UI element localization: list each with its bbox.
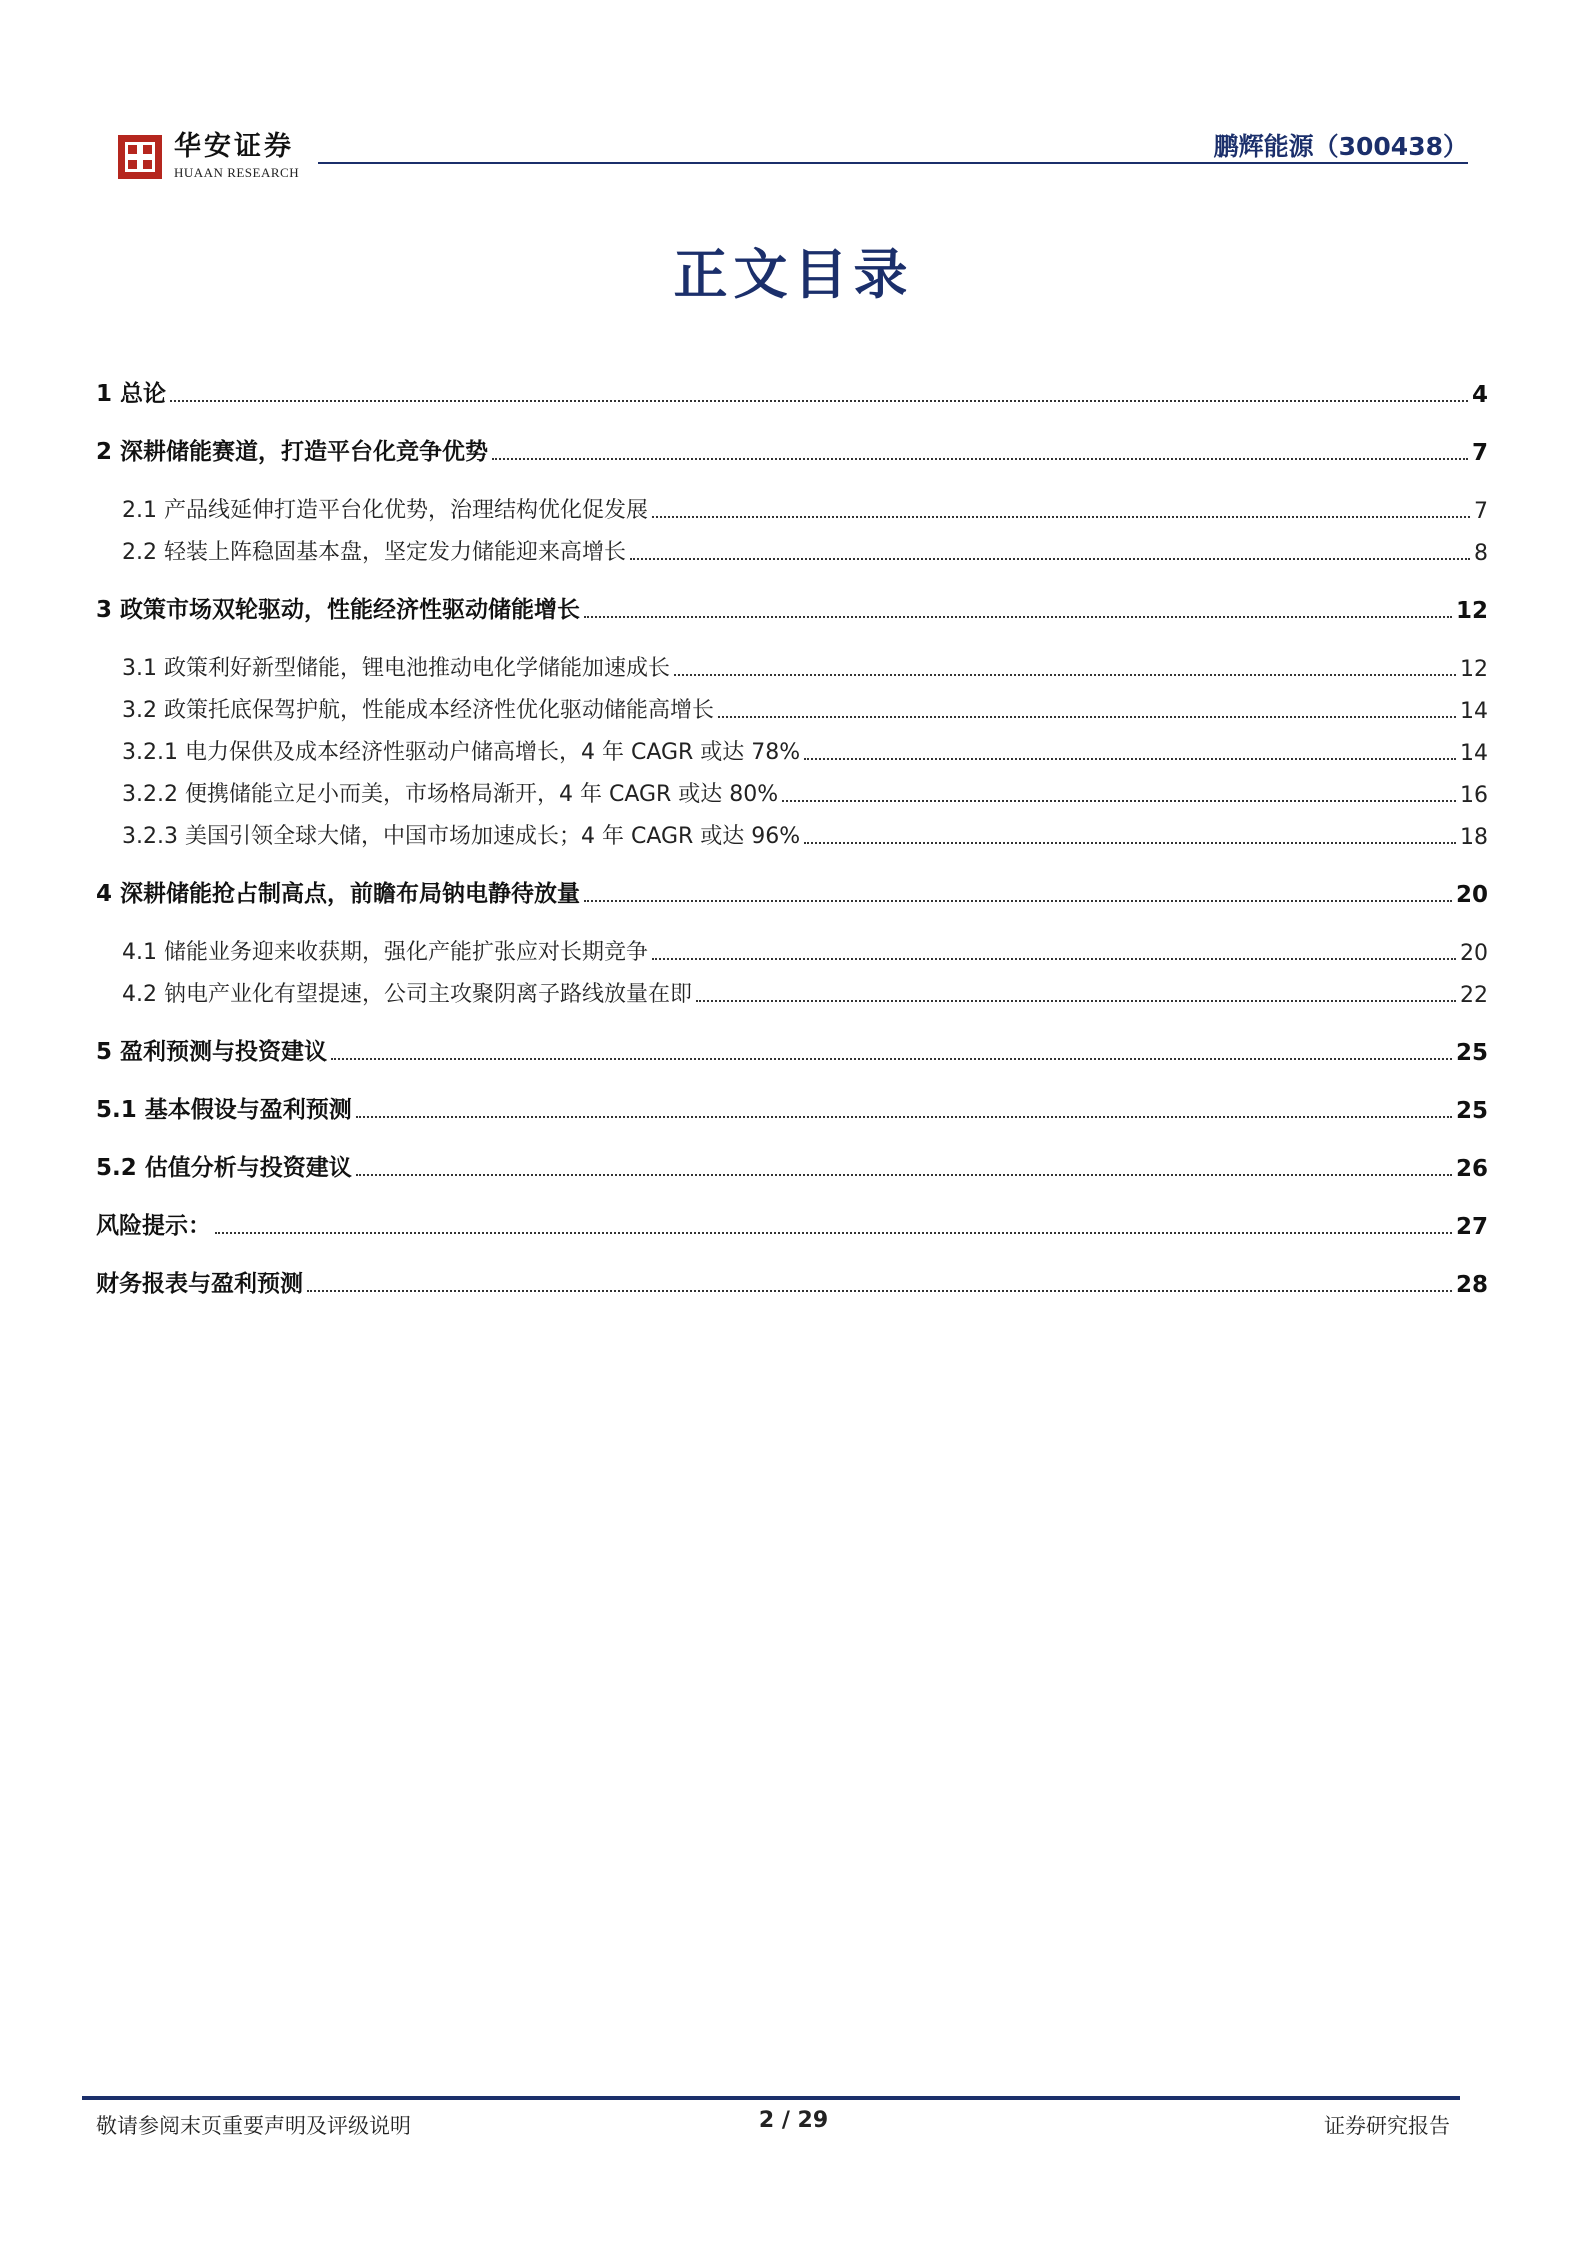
toc-entry-5-2[interactable] xyxy=(96,1146,1488,1182)
dot-leader xyxy=(630,558,1470,560)
header-divider xyxy=(318,162,1468,164)
toc-entry-page: 26 xyxy=(1455,1156,1488,1182)
logo-chinese-name: 华安证券 xyxy=(174,131,294,162)
toc-entry-label: 1 总论 xyxy=(96,381,167,407)
toc-entry-label: 3.1 政策利好新型储能，锂电池推动电化学储能加速成长 xyxy=(122,656,670,681)
toc-entry-page: 18 xyxy=(1460,825,1488,850)
toc-entry-risk[interactable] xyxy=(96,1204,1488,1240)
toc-entry-label: 4.2 钠电产业化有望提速，公司主攻聚阴离子路线放量在即 xyxy=(122,982,692,1007)
toc-entry-label: 2.1 产品线延伸打造平台化优势，治理结构优化促发展 xyxy=(122,498,648,523)
huaan-logo xyxy=(118,132,299,181)
toc-entry-page: 12 xyxy=(1460,657,1488,682)
footer-report-type: 证券研究报告 xyxy=(1324,2114,1450,2138)
toc-entry-4[interactable] xyxy=(96,872,1488,908)
toc-entry-2-2[interactable] xyxy=(96,530,1488,566)
dot-leader xyxy=(356,1174,1452,1176)
toc-entry-page: 7 xyxy=(1471,440,1488,466)
dot-leader xyxy=(356,1116,1452,1118)
dot-leader xyxy=(584,616,1452,618)
toc-entry-2-1[interactable] xyxy=(96,488,1488,524)
toc-entry-page: 14 xyxy=(1460,741,1488,766)
dot-leader xyxy=(782,800,1456,802)
dot-leader xyxy=(804,842,1456,844)
toc-entry-page: 20 xyxy=(1455,882,1488,908)
dot-leader xyxy=(492,458,1468,460)
toc-entry-label: 财务报表与盈利预测 xyxy=(96,1271,303,1297)
huaan-seal-icon xyxy=(118,135,162,179)
dot-leader xyxy=(718,716,1456,718)
dot-leader xyxy=(331,1058,1452,1060)
toc-entry-page: 4 xyxy=(1471,382,1488,408)
toc-entry-label: 5 盈利预测与投资建议 xyxy=(96,1039,328,1065)
toc-entry-4-1[interactable] xyxy=(96,930,1488,966)
toc-entry-page: 7 xyxy=(1474,499,1488,524)
toc-entry-label: 风险提示： xyxy=(96,1213,211,1239)
toc-entry-label: 3.2.2 便携储能立足小而美，市场格局渐开，4 年 CAGR 或达 80% xyxy=(122,782,779,807)
dot-leader xyxy=(584,900,1452,902)
toc-entry-1[interactable] xyxy=(96,372,1488,408)
footer-disclaimer: 敬请参阅末页重要声明及评级说明 xyxy=(96,2114,411,2138)
toc-entry-page: 16 xyxy=(1460,783,1488,808)
toc-entry-5-1[interactable] xyxy=(96,1088,1488,1124)
toc-entry-page: 12 xyxy=(1455,598,1488,624)
toc-entry-page: 27 xyxy=(1455,1214,1488,1240)
toc-entry-page: 25 xyxy=(1455,1098,1488,1124)
toc-entry-label: 3.2 政策托底保驾护航，性能成本经济性优化驱动储能高增长 xyxy=(122,698,714,723)
logo-english-name: HUAAN RESEARCH xyxy=(174,165,300,180)
toc-entry-3-1[interactable] xyxy=(96,646,1488,682)
toc-entry-label: 4.1 储能业务迎来收获期，强化产能扩张应对长期竞争 xyxy=(122,940,648,965)
dot-leader xyxy=(674,674,1456,676)
toc-entry-3-2[interactable] xyxy=(96,688,1488,724)
toc-entry-page: 20 xyxy=(1460,941,1488,966)
toc-entry-financials[interactable] xyxy=(96,1262,1488,1298)
toc-entry-page: 22 xyxy=(1460,983,1488,1008)
toc-entry-2[interactable] xyxy=(96,430,1488,466)
toc-entry-label: 5.1 基本假设与盈利预测 xyxy=(96,1097,352,1123)
toc-entry-page: 8 xyxy=(1474,541,1488,566)
dot-leader xyxy=(696,1000,1456,1002)
toc-entry-label: 4 深耕储能抢占制高点，前瞻布局钠电静待放量 xyxy=(96,881,581,907)
company-name: 鹏辉能源（300438） xyxy=(1213,132,1468,161)
toc-entry-label: 5.2 估值分析与投资建议 xyxy=(96,1155,352,1181)
toc-entry-label: 3.2.3 美国引领全球大储，中国市场加速成长；4 年 CAGR 或达 96% xyxy=(122,824,801,849)
dot-leader xyxy=(170,400,1468,402)
toc-entry-label: 2.2 轻装上阵稳固基本盘，坚定发力储能迎来高增长 xyxy=(122,540,626,565)
toc-entry-page: 28 xyxy=(1455,1272,1488,1298)
toc-entry-3-2-3[interactable] xyxy=(96,814,1488,850)
toc-entry-label: 3 政策市场双轮驱动，性能经济性驱动储能增长 xyxy=(96,597,581,623)
toc-entry-page: 14 xyxy=(1460,699,1488,724)
logo-text xyxy=(174,132,299,181)
toc-entry-5[interactable] xyxy=(96,1030,1488,1066)
footer-divider xyxy=(82,2096,1460,2100)
toc-entry-4-2[interactable] xyxy=(96,972,1488,1008)
dot-leader xyxy=(804,758,1456,760)
toc-entry-label: 3.2.1 电力保供及成本经济性驱动户储高增长，4 年 CAGR 或达 78% xyxy=(122,740,801,765)
dot-leader xyxy=(215,1232,1452,1234)
toc-entry-3-2-2[interactable] xyxy=(96,772,1488,808)
dot-leader xyxy=(652,516,1470,518)
toc-entry-page: 25 xyxy=(1455,1040,1488,1066)
toc-entry-3-2-1[interactable] xyxy=(96,730,1488,766)
page-header xyxy=(0,0,1587,190)
page-title: 正文目录 xyxy=(673,242,914,306)
footer-page-number: 2 / 29 xyxy=(758,2108,829,2133)
dot-leader xyxy=(307,1290,1452,1292)
toc-entry-3[interactable] xyxy=(96,588,1488,624)
dot-leader xyxy=(652,958,1456,960)
toc-entry-label: 2 深耕储能赛道，打造平台化竞争优势 xyxy=(96,439,489,465)
